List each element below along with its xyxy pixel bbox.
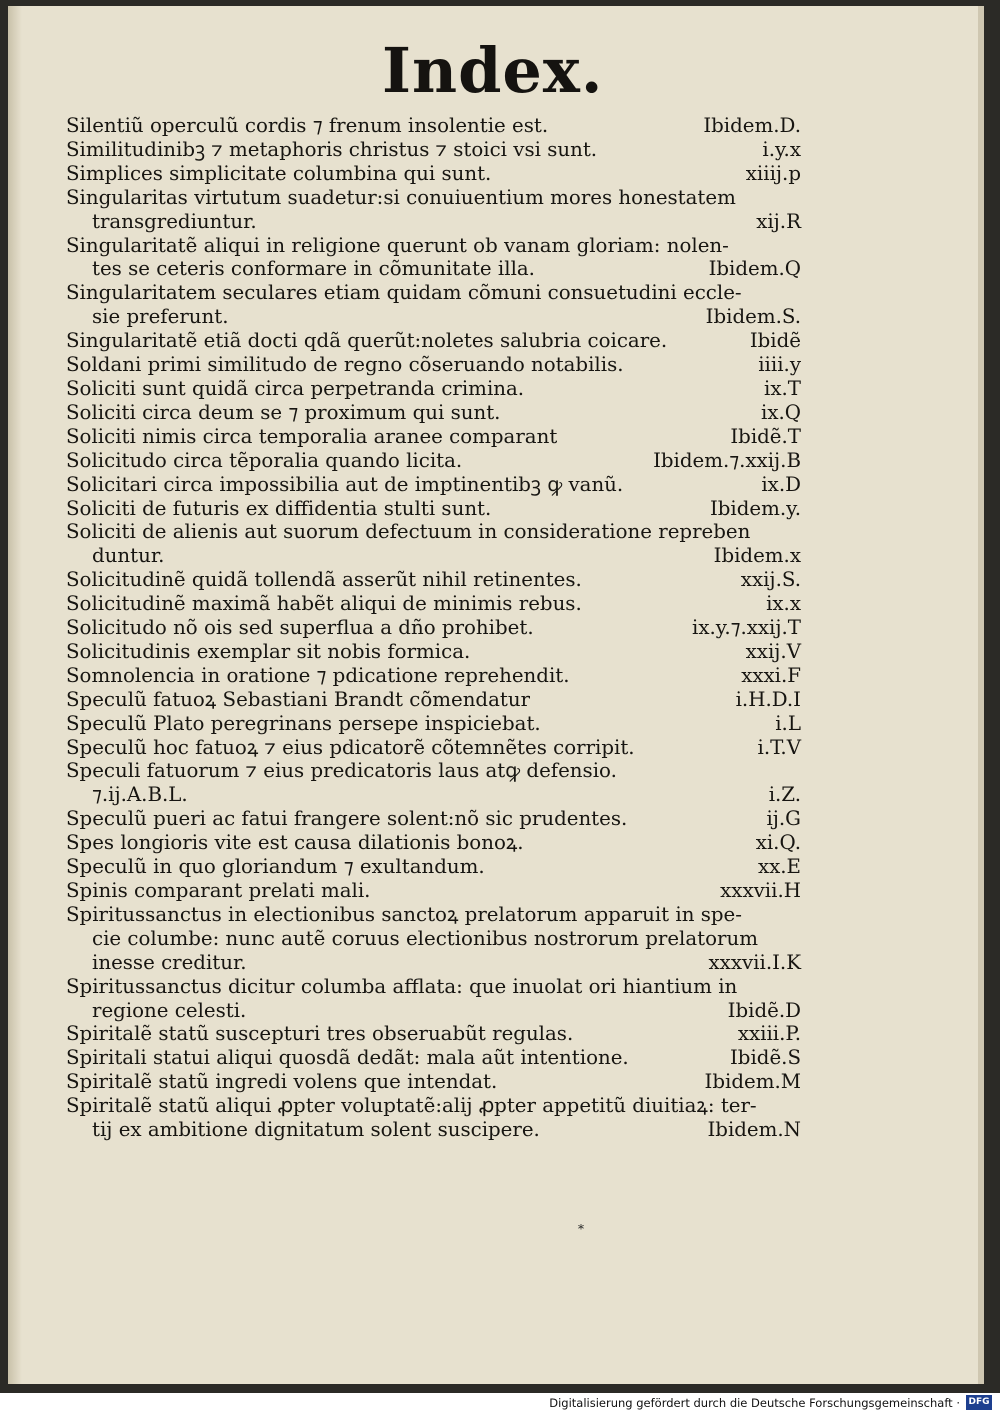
index-entry-line — [66, 783, 801, 807]
index-entry-line — [66, 831, 801, 855]
bottom-ornament: * — [578, 1222, 584, 1236]
index-entry — [66, 425, 801, 449]
index-entry-text: Solicitudo circa tẽporalia quando licita. — [66, 448, 463, 472]
index-entry-reference: i.T.V — [757, 735, 801, 759]
index-entry-line — [66, 736, 801, 760]
index-entry-line — [66, 162, 801, 186]
index-entry — [66, 353, 801, 377]
index-entry-text: inesse creditur. — [92, 950, 247, 974]
index-entry-reference: ix.D — [761, 472, 801, 496]
index-entry-line — [66, 568, 801, 592]
index-entry-text: Soliciti circa deum se ⁊ proximum qui sunt. — [66, 400, 501, 424]
index-entry-line — [66, 210, 801, 234]
index-entry-reference: xi.Q. — [755, 831, 801, 855]
index-entry-line — [66, 377, 801, 401]
index-entry-text: Speculi fatuorum ⁊ eius predicatoris laus atꝙ defensio. — [66, 759, 617, 783]
index-entry — [66, 234, 801, 282]
index-entry — [66, 114, 801, 138]
index-entry — [66, 138, 801, 162]
index-entry — [66, 1070, 801, 1094]
index-entry — [66, 592, 801, 616]
index-entry-line — [66, 114, 801, 138]
index-entry-line — [66, 257, 801, 281]
index-entry-list — [66, 114, 801, 1142]
index-entry-line — [66, 138, 801, 162]
index-entry-reference: Ibidem.⁊.xxij.B — [653, 448, 801, 472]
index-entry — [66, 616, 801, 640]
index-entry — [66, 497, 801, 521]
index-entry-text: Solicitudo nõ ois sed superflua a dño prohibet. — [66, 616, 534, 640]
index-entry-line — [66, 664, 801, 688]
index-entry — [66, 831, 801, 855]
index-entry-line — [66, 1070, 801, 1094]
index-entry-reference: ix.y.⁊.xxij.T — [692, 616, 801, 640]
index-entry-reference: Ibidem.N — [707, 1118, 801, 1142]
index-entry-line — [66, 807, 801, 831]
index-entry — [66, 401, 801, 425]
index-entry-line — [66, 1022, 801, 1046]
index-entry-reference: Ibidem.M — [704, 1070, 801, 1094]
index-entry — [66, 377, 801, 401]
index-entry-text: Solicitudinis exemplar sit nobis formica. — [66, 639, 471, 663]
index-entry-text: regione celesti. — [92, 998, 247, 1022]
index-entry-text: Spiritalẽ statũ suscepturi tres obseruabũt regulas. — [66, 1022, 574, 1046]
index-entry-text: Spes longioris vite est causa dilationis bonoꝝ. — [66, 831, 524, 855]
index-entry-reference: ix.Q — [761, 400, 801, 424]
index-entry-line — [66, 497, 801, 521]
index-entry — [66, 449, 801, 473]
index-entry-reference: ij.G — [766, 807, 801, 831]
index-entry-line — [66, 855, 801, 879]
index-entry-text: Solicitudinẽ quidã tollendã asserũt nihil retinentes. — [66, 568, 582, 592]
index-entry-reference: i.L — [775, 711, 801, 735]
index-entry — [66, 903, 801, 975]
index-entry-text: Spiritali statui aliqui quosdã dedãt: mala aũt intentione. — [66, 1046, 629, 1070]
index-entry-line — [66, 473, 801, 497]
index-entry — [66, 664, 801, 688]
index-entry-text: Spiritalẽ statũ ingredi volens que intendat. — [66, 1070, 498, 1094]
index-entry-text: ⁊.ij.A.B.L. — [92, 783, 188, 807]
page-gutter-shadow — [8, 6, 22, 1384]
index-entry-reference: ix.x — [766, 592, 801, 616]
index-entry-text: tes se ceteris conformare in cõmunitate illa. — [92, 257, 535, 281]
index-entry-text: Singularitatẽ aliqui in religione querunt ob vanam gloriam: nolen- — [66, 233, 729, 257]
funding-notice: Digitalisierung gefördert durch die Deutsche Forschungsgemeinschaft · — [549, 1396, 960, 1410]
index-entry-line — [66, 616, 801, 640]
index-entry-reference: xij.R — [756, 209, 801, 233]
index-entry-text: Soldani primi similitudo de regno cõseruando notabilis. — [66, 353, 624, 377]
index-entry-reference: i.y.x — [762, 137, 801, 161]
index-entry-text: Spiritussanctus dicitur columba afflata: que inuolat ori hiantium in — [66, 974, 738, 998]
index-entry-text: Similitudinibꝫ ⁊ metaphoris christus ⁊ stoici vsi sunt. — [66, 137, 598, 161]
dfg-logo: DFG — [966, 1395, 992, 1410]
index-entry-reference: Ibidem.y. — [709, 496, 801, 520]
index-entry-reference: Ibidem.S. — [705, 305, 801, 329]
index-entry-text: Spiritalẽ statũ aliqui ꝓpter voluptatẽ:alij ꝓpter appetitũ diuitiaꝝ: ter- — [66, 1094, 757, 1118]
index-entry — [66, 1022, 801, 1046]
index-entry-text: Singularitatẽ etiã docti qdã querũt:noletes salubria coicare. — [66, 329, 668, 353]
index-entry-line — [66, 401, 801, 425]
index-entry-text: Silentiũ operculũ cordis ⁊ frenum insolentie est. — [66, 114, 549, 137]
index-entry-reference: Ibidẽ.S — [729, 1046, 801, 1070]
index-entry-reference: Ibidem.D. — [703, 114, 801, 137]
index-entry — [66, 712, 801, 736]
index-entry-text: cie columbe: nunc autẽ coruus electionibus nostrorum prelatorum — [92, 926, 758, 950]
index-entry-text: Soliciti de futuris ex diffidentia stulti sunt. — [66, 496, 492, 520]
index-entry-reference: xx.E — [757, 855, 801, 879]
index-entry-reference: ix.T — [764, 376, 801, 400]
index-entry-line — [66, 353, 801, 377]
index-entry-line — [66, 544, 801, 568]
index-entry-reference: xxij.V — [745, 639, 801, 663]
index-entry-reference: xxij.S. — [740, 568, 801, 592]
index-entry-line — [66, 305, 801, 329]
index-entry — [66, 879, 801, 903]
index-entry-line — [66, 329, 801, 353]
index-entry — [66, 736, 801, 760]
index-entry-text: Soliciti nimis circa temporalia aranee comparant — [66, 424, 558, 448]
page-title: Index. — [382, 34, 604, 107]
index-entry-line — [66, 879, 801, 903]
index-entry-text: Solicitari circa impossibilia aut de imptinentibꝫ ꝙ vanũ. — [66, 472, 624, 496]
index-entry — [66, 807, 801, 831]
index-entry-text: Speculũ pueri ac fatui frangere solent:nõ sic prudentes. — [66, 807, 628, 831]
index-entry-reference: xxiii.P. — [737, 1022, 801, 1046]
index-entry-line — [66, 999, 801, 1023]
index-entry-line — [66, 425, 801, 449]
index-entry-line — [66, 449, 801, 473]
index-entry-line — [66, 1118, 801, 1142]
index-entry-text: Speculũ in quo gloriandum ⁊ exultandum. — [66, 855, 485, 879]
index-entry-text: sie preferunt. — [92, 305, 229, 329]
index-entry-reference: xxxi.F — [741, 663, 801, 687]
index-entry — [66, 855, 801, 879]
index-entry-text: Solicitudinẽ maximã habẽt aliqui de minimis rebus. — [66, 592, 582, 616]
index-entry-text: duntur. — [92, 544, 165, 568]
index-entry-text: Singularitatem seculares etiam quidam cõmuni consuetudini eccle- — [66, 281, 742, 305]
index-entry-line — [66, 688, 801, 712]
index-entry-text: Simplices simplicitate columbina qui sunt. — [66, 161, 492, 185]
index-entry — [66, 568, 801, 592]
index-entry — [66, 329, 801, 353]
index-entry-reference: Ibidẽ.T — [730, 424, 801, 448]
index-entry-reference: Ibidẽ.D — [727, 998, 801, 1022]
index-entry-reference: xxxvii.H — [720, 879, 801, 902]
index-entry-reference: i.H.D.I — [735, 687, 801, 711]
index-entry-reference: Ibidem.Q — [708, 257, 801, 281]
index-entry — [66, 473, 801, 497]
index-entry-text: Spiritussanctus in electionibus sanctoꝝ prelatorum apparuit in spe- — [66, 902, 742, 926]
index-entry-text: tij ex ambitione dignitatum solent suscipere. — [92, 1118, 540, 1142]
index-entry — [66, 281, 801, 329]
index-entry-text: Speculũ Plato peregrinans persepe inspiciebat. — [66, 711, 541, 735]
index-entry — [66, 640, 801, 664]
index-entry-line — [66, 592, 801, 616]
index-entry-text: Soliciti sunt quidã circa perpetranda crimina. — [66, 376, 525, 400]
index-entry — [66, 759, 801, 807]
footer-bar — [0, 1393, 1000, 1413]
index-entry — [66, 688, 801, 712]
index-entry-text: Spinis comparant prelati mali. — [66, 879, 371, 902]
index-entry — [66, 520, 801, 568]
index-entry-text: Speculũ hoc fatuoꝝ ⁊ eius pdicatorẽ cõtemnẽtes corripit. — [66, 735, 635, 759]
index-entry-line — [66, 640, 801, 664]
index-entry-line — [66, 1046, 801, 1070]
index-entry-reference: Ibidẽ — [749, 329, 801, 353]
index-entry-text: transgrediuntur. — [92, 209, 257, 233]
index-entry-text: Soliciti de alienis aut suorum defectuum in consideratione repreben — [66, 520, 751, 544]
index-entry — [66, 1094, 801, 1142]
index-entry — [66, 975, 801, 1023]
index-entry-reference: Ibidem.x — [713, 544, 801, 568]
index-entry — [66, 1046, 801, 1070]
index-entry-text: Speculũ fatuoꝝ Sebastiani Brandt cõmendatur — [66, 687, 531, 711]
index-entry — [66, 162, 801, 186]
index-entry-reference: xiiij.p — [745, 161, 801, 185]
index-entry-line — [66, 712, 801, 736]
index-entry-line — [66, 951, 801, 975]
index-entry — [66, 186, 801, 234]
index-entry-text: Somnolencia in oratione ⁊ pdicatione reprehendit. — [66, 663, 570, 687]
index-entry-text: Singularitas virtutum suadetur:si conuiuentium mores honestatem — [66, 185, 736, 209]
index-entry-reference: xxxvii.I.K — [708, 950, 801, 974]
index-entry-reference: iiii.y — [758, 353, 801, 377]
index-entry-reference: i.Z. — [768, 783, 801, 807]
